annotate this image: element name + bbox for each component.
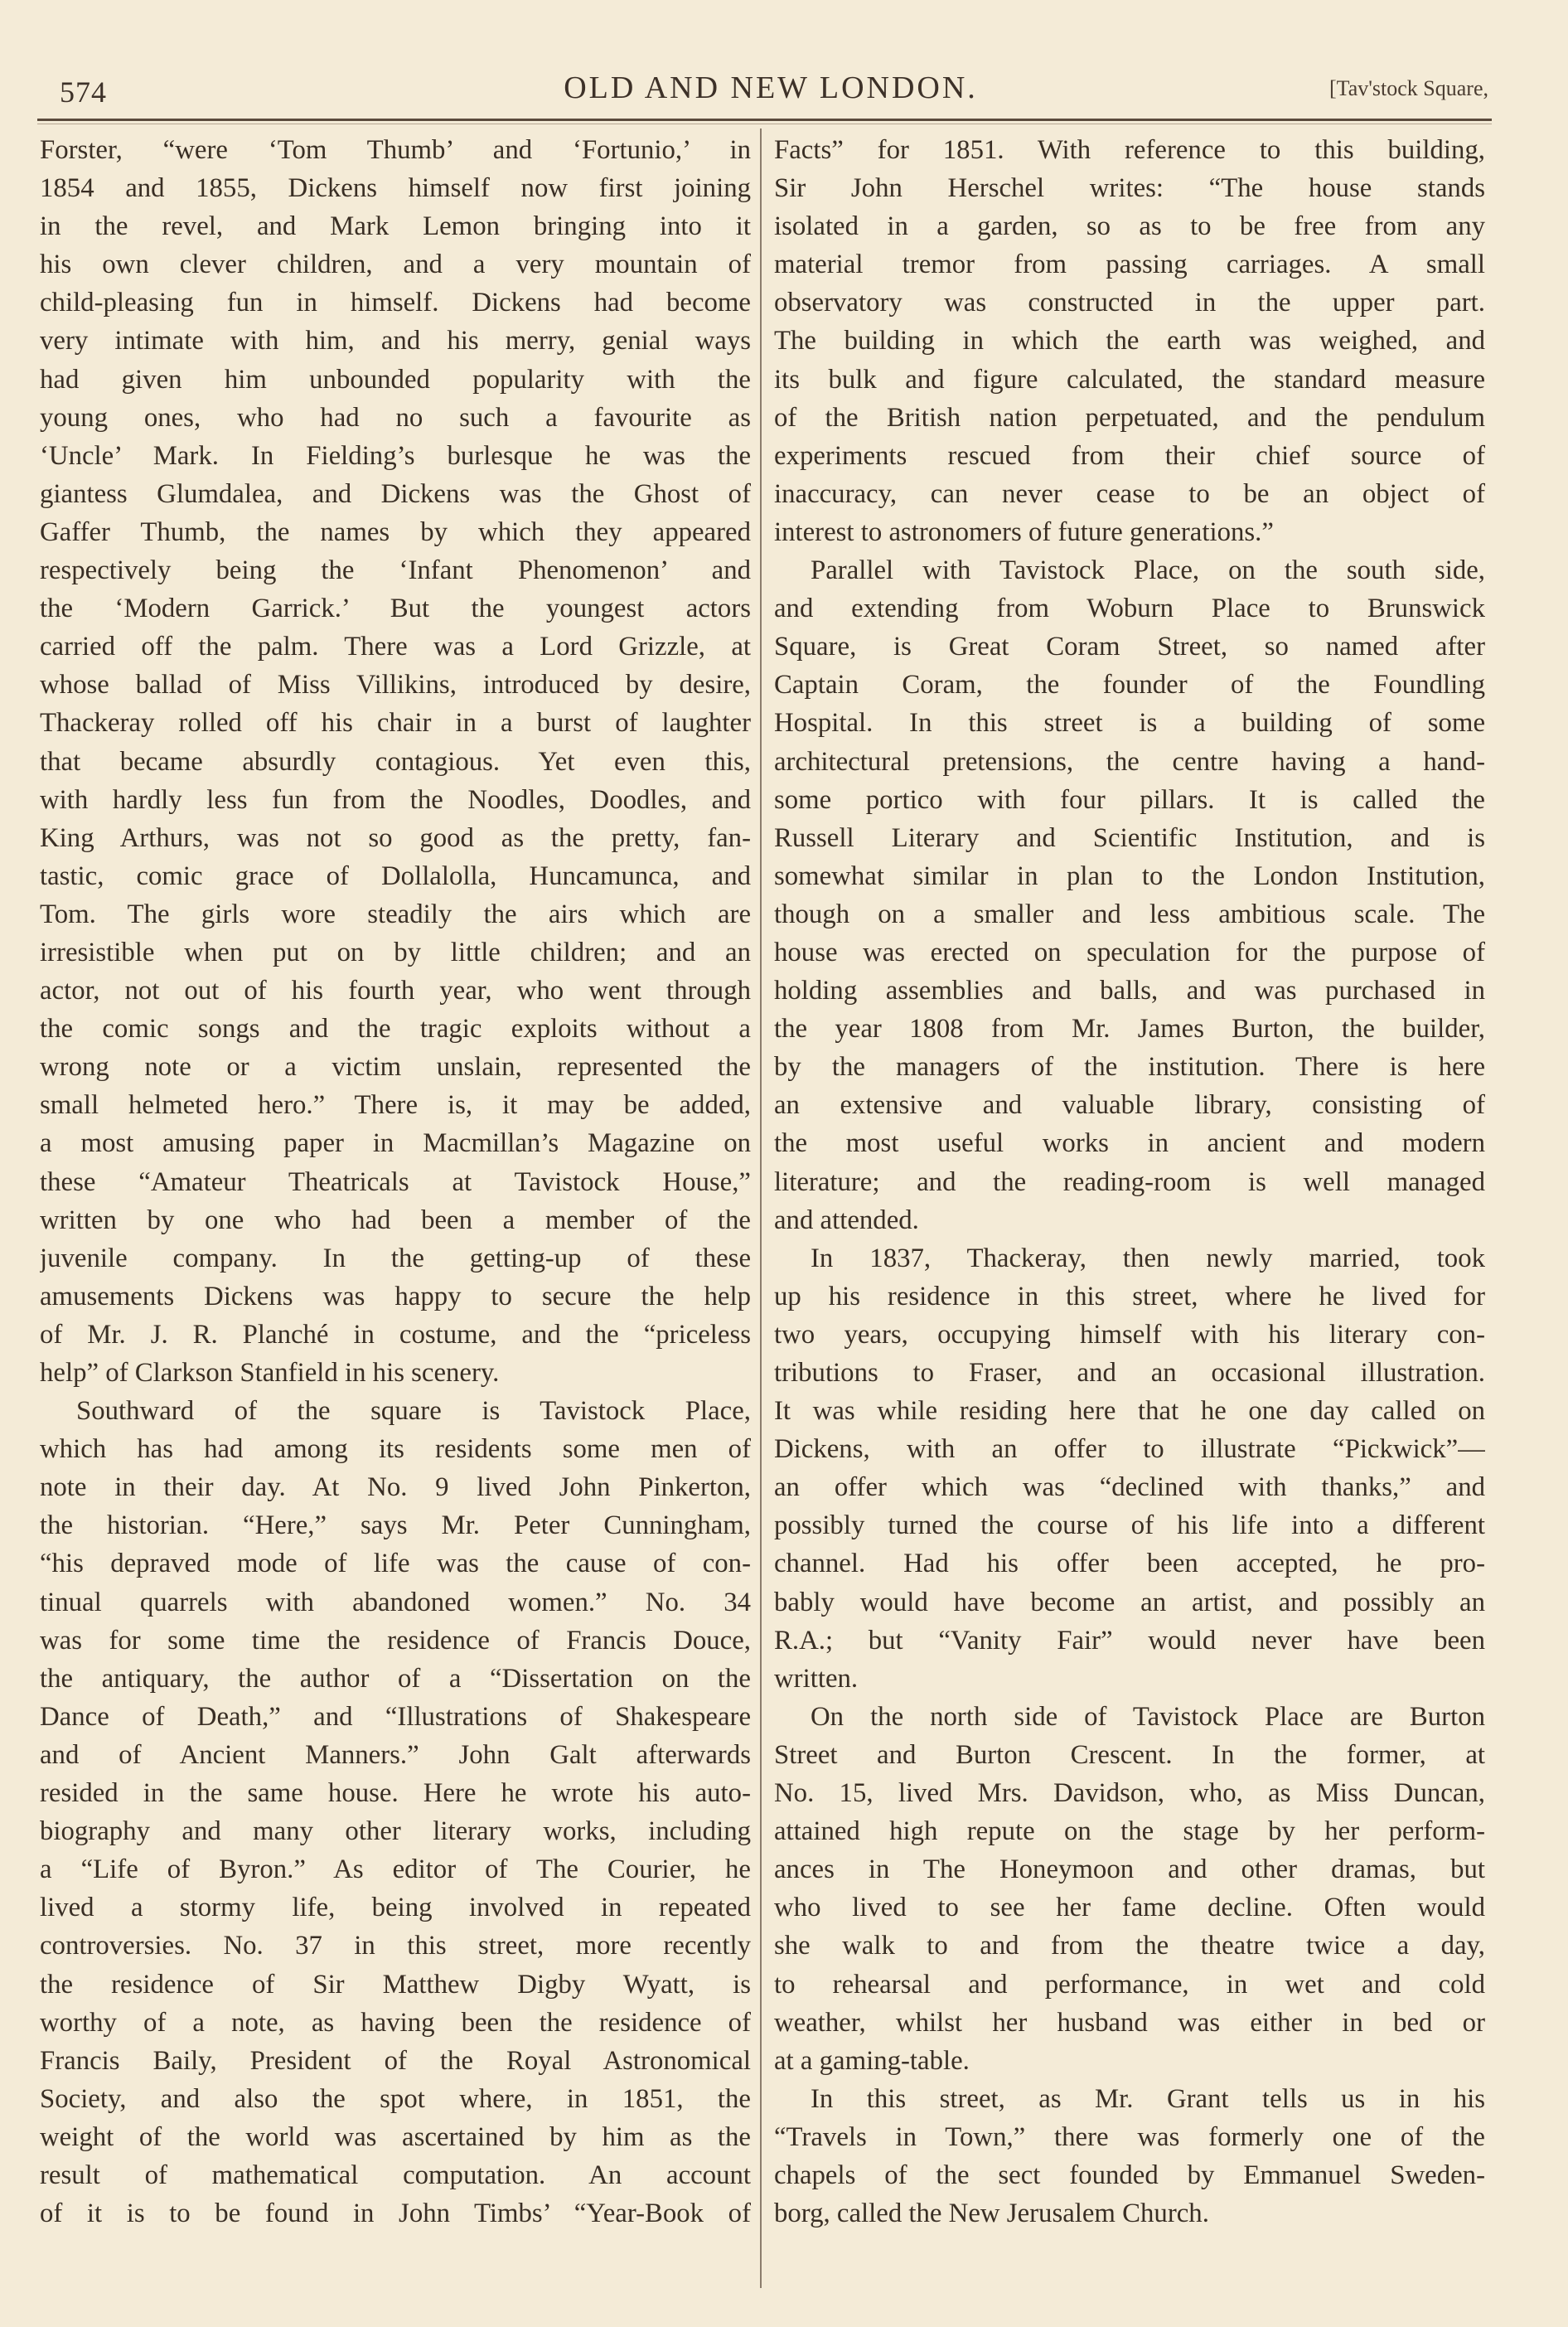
text-line: “Travels in Town,” there was formerly one of the	[774, 2121, 1485, 2152]
text-line: Captain Coram, the founder of the Foundling	[774, 670, 1485, 701]
text-line: these “Amateur Theatricals at Tavistock House,”	[40, 1166, 751, 1197]
text-line: of it is to be found in John Timbs’ “Year-Book of	[40, 2199, 751, 2229]
text-line: wrong note or a victim unslain, represented the	[40, 1052, 751, 1083]
text-line: Sir John Herschel writes: “The house stands	[774, 173, 1485, 204]
text-line: Russell Literary and Scientific Institution, and is	[774, 822, 1485, 853]
text-line: was for some time the residence of Francis Douce,	[40, 1625, 751, 1656]
text-line: tinual quarrels with abandoned women.” No. 34	[40, 1587, 751, 1617]
text-line: Facts” for 1851. With reference to this building,	[774, 135, 1485, 165]
text-line: Tom. The girls wore steadily the airs which are	[40, 899, 751, 929]
page-header	[50, 60, 1492, 118]
text-line: result of mathematical computation. An account	[40, 2160, 751, 2190]
text-line: Forster, “were ‘Tom Thumb’ and ‘Fortunio,’ in	[40, 135, 751, 165]
text-line: ‘Uncle’ Mark. In Fielding’s burlesque he was the	[40, 440, 751, 471]
text-line: though on a smaller and less ambitious scale. The	[774, 899, 1485, 929]
text-line: she walk to and from the theatre twice a day,	[774, 1931, 1485, 1961]
running-title: OLD AND NEW LONDON.	[564, 70, 978, 105]
text-line: the residence of Sir Matthew Digby Wyatt, is	[40, 1969, 751, 2000]
text-line: amusements Dickens was happy to secure the help	[40, 1281, 751, 1311]
text-line: No. 15, lived Mrs. Davidson, who, as Miss Duncan,	[774, 1778, 1485, 1809]
text-line: “his depraved mode of life was the cause of con-	[40, 1549, 751, 1579]
right-column	[774, 131, 1485, 2232]
text-line: young ones, who had no such a favourite as	[40, 402, 751, 433]
text-line: which has had among its residents some men of	[40, 1434, 751, 1465]
text-line: respectively being the ‘Infant Phenomenon’ and	[40, 555, 751, 586]
text-line: actor, not out of his fourth year, who went through	[40, 976, 751, 1006]
text-line: isolated in a garden, so as to be free from any	[774, 211, 1485, 242]
text-line: weight of the world was ascertained by him as the	[40, 2121, 751, 2152]
text-line: the comic songs and the tragic exploits without a	[40, 1014, 751, 1045]
text-line: written.	[774, 1663, 859, 1694]
text-line: his own clever children, and a very mountain of	[40, 250, 751, 280]
text-line: lived a stormy life, being involved in repeated	[40, 1893, 751, 1923]
text-line: interest to astronomers of future generations.”	[774, 516, 1274, 547]
text-line: somewhat similar in plan to the London Institution,	[774, 861, 1485, 891]
text-line: ances in The Honeymoon and other dramas, but	[774, 1854, 1485, 1885]
text-line: Dance of Death,” and “Illustrations of Shakespeare	[40, 1701, 751, 1732]
text-line: In this street, as Mr. Grant tells us in his	[811, 2083, 1485, 2114]
text-line: controversies. No. 37 in this street, more recently	[40, 1931, 751, 1961]
text-line: written by one who had been a member of the	[40, 1205, 751, 1235]
text-line: observatory was constructed in the upper part.	[774, 288, 1485, 318]
text-line: It was while residing here that he one day called on	[774, 1396, 1485, 1427]
text-line: that became absurdly contagious. Yet even this,	[40, 746, 751, 777]
text-line: who lived to see her fame decline. Often would	[774, 1893, 1485, 1923]
text-line: Southward of the square is Tavistock Place,	[76, 1396, 751, 1427]
column-divider	[760, 128, 762, 2288]
text-line: an offer which was “declined with thanks,” and	[774, 1472, 1485, 1503]
text-line: and of Ancient Manners.” John Galt afterwards	[40, 1739, 751, 1770]
text-line: a most amusing paper in Macmillan’s Magazine on	[40, 1128, 751, 1159]
header-rule	[37, 119, 1492, 121]
text-line: Francis Baily, President of the Royal Astronomical	[40, 2045, 751, 2076]
text-line: in the revel, and Mark Lemon bringing into it	[40, 211, 751, 242]
text-line: holding assemblies and balls, and was purchased in	[774, 976, 1485, 1006]
text-line: Thackeray rolled off his chair in a burst of laughter	[40, 708, 751, 739]
text-line: Society, and also the spot where, in 1851, the	[40, 2083, 751, 2114]
text-line: tastic, comic grace of Dollalolla, Huncamunca, and	[40, 861, 751, 891]
text-line: the antiquary, the author of a “Dissertation on the	[40, 1663, 751, 1694]
text-line: worthy of a note, as having been the residence of	[40, 2007, 751, 2038]
text-line: architectural pretensions, the centre having a hand-	[774, 746, 1485, 777]
text-line: a “Life of Byron.” As editor of The Courier, he	[40, 1854, 751, 1885]
text-line: Street and Burton Crescent. In the former, at	[774, 1739, 1485, 1770]
text-line: juvenile company. In the getting-up of these	[40, 1243, 751, 1273]
text-line: had given him unbounded popularity with the	[40, 364, 751, 395]
text-line: with hardly less fun from the Noodles, Doodles, and	[40, 784, 751, 815]
text-line: borg, called the New Jerusalem Church.	[774, 2199, 1209, 2229]
text-line: the most useful works in ancient and modern	[774, 1128, 1485, 1159]
text-line: carried off the palm. There was a Lord Grizzle, at	[40, 632, 751, 662]
text-line: very intimate with him, and his merry, genial ways	[40, 326, 751, 356]
text-line: experiments rescued from their chief source of	[774, 440, 1485, 471]
text-line: irresistible when put on by little children; and an	[40, 937, 751, 967]
text-line: the year 1808 from Mr. James Burton, the builder,	[774, 1014, 1485, 1045]
text-line: On the north side of Tavistock Place are Burton	[811, 1701, 1485, 1732]
text-line: material tremor from passing carriages. A small	[774, 250, 1485, 280]
text-line: tributions to Fraser, and an occasional illustration.	[774, 1358, 1485, 1388]
text-line: some portico with four pillars. It is called the	[774, 784, 1485, 815]
text-line: two years, occupying himself with his literary con-	[774, 1319, 1485, 1350]
text-line: child-pleasing fun in himself. Dickens had become	[40, 288, 751, 318]
text-line: note in their day. At No. 9 lived John Pinkerton,	[40, 1472, 751, 1503]
text-line: the historian. “Here,” says Mr. Peter Cunningham,	[40, 1510, 751, 1541]
left-column	[40, 131, 751, 2232]
text-line: In 1837, Thackeray, then newly married, took	[811, 1243, 1485, 1273]
text-line: possibly turned the course of his life into a different	[774, 1510, 1485, 1541]
text-line: of the British nation perpetuated, and the pendulum	[774, 402, 1485, 433]
page-number: 574	[60, 75, 107, 109]
text-line: Gaffer Thumb, the names by which they appeared	[40, 516, 751, 547]
text-line: R.A.; but “Vanity Fair” would never have been	[774, 1625, 1485, 1656]
text-line: to rehearsal and performance, in wet and cold	[774, 1969, 1485, 2000]
text-line: house was erected on speculation for the purpose of	[774, 937, 1485, 967]
text-line: help” of Clarkson Stanfield in his scenery.	[40, 1358, 500, 1388]
text-line: Parallel with Tavistock Place, on the south side,	[811, 555, 1485, 586]
text-line: inaccuracy, can never cease to be an object of	[774, 478, 1485, 509]
text-line: King Arthurs, was not so good as the pretty, fan-	[40, 822, 751, 853]
text-line: whose ballad of Miss Villikins, introduced by desire,	[40, 670, 751, 701]
text-line: Dickens, with an offer to illustrate “Pickwick”—	[774, 1434, 1485, 1465]
text-line: by the managers of the institution. There is here	[774, 1052, 1485, 1083]
text-line: at a gaming-table.	[774, 2045, 970, 2076]
text-line: and extending from Woburn Place to Brunswick	[774, 594, 1485, 624]
text-line: up his residence in this street, where he lived for	[774, 1281, 1485, 1311]
text-line: and attended.	[774, 1205, 919, 1235]
text-line: chapels of the sect founded by Emmanuel Sweden-	[774, 2160, 1485, 2190]
text-line: biography and many other literary works, including	[40, 1816, 751, 1847]
text-line: resided in the same house. Here he wrote his auto-	[40, 1778, 751, 1809]
text-line: attained high repute on the stage by her perform-	[774, 1816, 1485, 1847]
section-note: [Tav'stock Square,	[1328, 76, 1488, 100]
text-line: Hospital. In this street is a building of some	[774, 708, 1485, 739]
text-line: its bulk and figure calculated, the standard measure	[774, 364, 1485, 395]
text-line: literature; and the reading-room is well managed	[774, 1166, 1485, 1197]
text-line: Square, is Great Coram Street, so named after	[774, 632, 1485, 662]
text-line: the ‘Modern Garrick.’ But the youngest actors	[40, 594, 751, 624]
text-line: bably would have become an artist, and possibly an	[774, 1587, 1485, 1617]
text-line: weather, whilst her husband was either in bed or	[774, 2007, 1485, 2038]
text-line: channel. Had his offer been accepted, he pro-	[774, 1549, 1485, 1579]
text-line: of Mr. J. R. Planché in costume, and the “priceless	[40, 1319, 751, 1350]
text-line: an extensive and valuable library, consisting of	[774, 1090, 1485, 1121]
text-line: small helmeted hero.” There is, it may be added,	[40, 1090, 751, 1121]
text-line: 1854 and 1855, Dickens himself now first joining	[40, 173, 751, 204]
text-line: The building in which the earth was weighed, and	[774, 326, 1485, 356]
text-line: giantess Glumdalea, and Dickens was the Ghost of	[40, 478, 751, 509]
